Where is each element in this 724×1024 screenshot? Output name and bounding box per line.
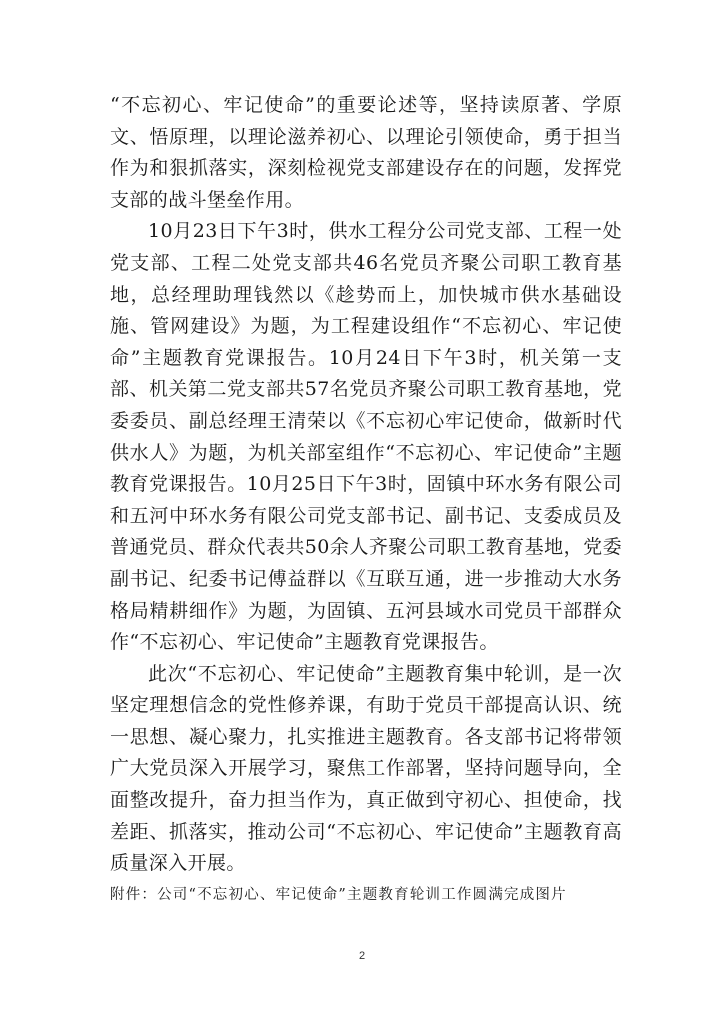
attachment-note: 附件：公司“不忘初心、牢记使命”主题教育轮训工作圆满完成图片	[110, 887, 567, 903]
paragraph-continuation: “不忘初心、牢记使命”的重要论述等，坚持读原著、学原文、悟原理，以理论滋养初心、以理论引领使命，勇于担当作为和狠抓落实，深刻检视党支部建设存在的问题，发挥党支部的战斗堡垒作用。	[110, 94, 622, 211]
paragraph-summary: 此次“不忘初心、牢记使命”主题教育集中轮训，是一次坚定理想信念的党性修养课，有助于党员干部提高认识、统一思想、凝心聚力，扎实推进主题教育。各支部书记将带领广大党员深入开展学习，聚焦工作部署，坚持问题导向，全面整改提升，奋力担当作为，真正做到守初心、担使命，找差距、抓落实，推动公司“不忘初心、牢记使命”主题教育高质量深入开展。	[110, 662, 622, 875]
body-text	[110, 90, 622, 880]
page-number: 2	[358, 950, 366, 962]
paragraph-party-lectures: 10月23日下午3时，供水工程分公司党支部、工程一处党支部、工程二处党支部共46名党员齐聚公司职工教育基地，总经理助理钱然以《趁势而上，加快城市供水基础设施、管网建设》为题，为工程建设组作“不忘初心、牢记使命”主题教育党课报告。10月24日下午3时，机关第一支部、机关第二党支部共57名党员齐聚公司职工教育基地，党委委员、副总经理王清荣以《不忘初心牢记使命，做新时代供水人》为题，为机关部室组作“不忘初心、牢记使命”主题教育党课报告。10月25日下午3时，固镇中环水务有限公司和五河中环水务有限公司党支部书记、副书记、支委成员及普通党员、群众代表共50余人齐聚公司职工教育基地，党委副书记、纪委书记傅益群以《互联互通，进一步推动大水务格局精耕细作》为题，为固镇、五河县域水司党员干部群众作“不忘初心、牢记使命”主题教育党课报告。	[110, 220, 622, 654]
